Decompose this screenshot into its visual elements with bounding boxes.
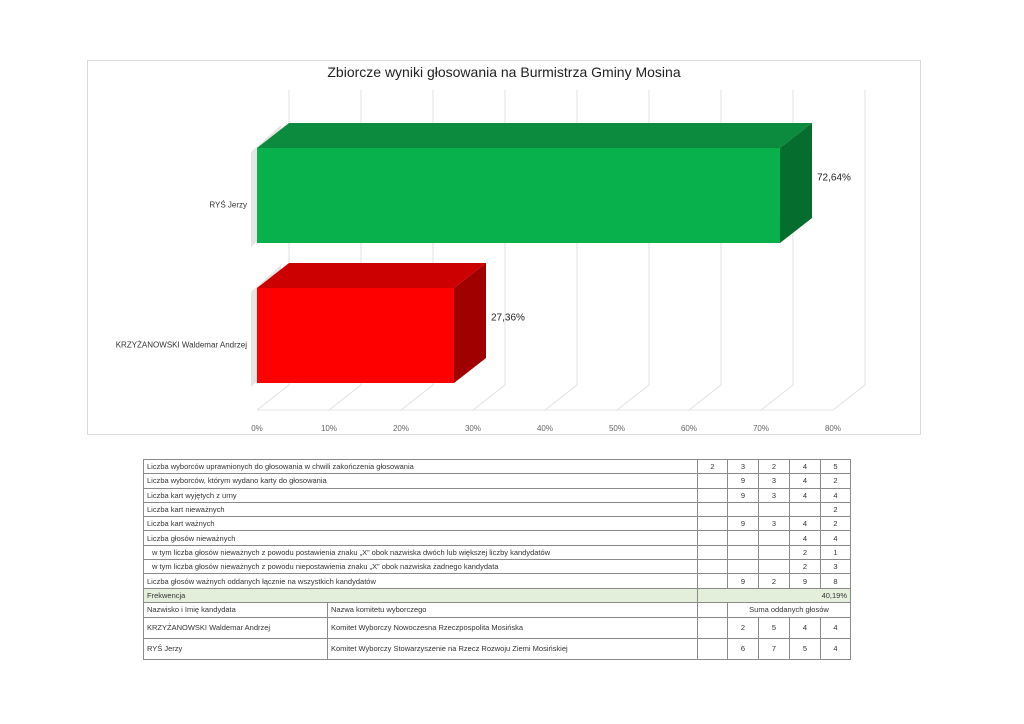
table-row — [144, 545, 851, 559]
stat-label: w tym liczba głosów nieważnych z powodu niepostawienia znaku „X” obok nazwiska żadnego kandydata — [144, 560, 698, 574]
floor-gridline — [401, 385, 433, 410]
table-row — [144, 502, 851, 516]
stat-value: 5 — [821, 460, 851, 474]
category-label: RYŚ Jerzy — [209, 200, 247, 210]
candidate-votes — [698, 638, 728, 659]
stat-value: 3 — [759, 517, 790, 531]
bar-top — [257, 263, 486, 288]
results-table — [143, 459, 851, 660]
x-tick-label: 40% — [536, 424, 554, 433]
stat-value: 4 — [790, 517, 821, 531]
stat-value — [728, 531, 759, 545]
stat-value — [698, 517, 728, 531]
stat-value — [759, 545, 790, 559]
candidate-votes: 4 — [790, 617, 821, 638]
table-row — [144, 460, 851, 474]
candidate-votes: 5 — [790, 638, 821, 659]
x-tick-label: 30% — [464, 424, 482, 433]
stat-value — [790, 502, 821, 516]
bar — [257, 148, 780, 243]
stat-value: 3 — [759, 488, 790, 502]
stat-value: 9 — [728, 517, 759, 531]
candidate-votes: 4 — [821, 617, 851, 638]
stat-value — [759, 560, 790, 574]
stat-value: 9 — [790, 574, 821, 588]
candidate-name: RYŚ Jerzy — [144, 638, 328, 659]
stat-label: Liczba kart ważnych — [144, 517, 698, 531]
stat-value: 4 — [821, 488, 851, 502]
header-candidate: Nazwisko i Imię kandydata — [144, 602, 328, 617]
x-tick-label: 50% — [608, 424, 626, 433]
candidate-row — [144, 638, 851, 659]
stat-value: 8 — [821, 574, 851, 588]
candidate-row — [144, 617, 851, 638]
stat-label: Liczba wyborców uprawnionych do głosowania w chwili zakończenia głosowania — [144, 460, 698, 474]
stat-label: Liczba głosów nieważnych — [144, 531, 698, 545]
stat-label: Liczba kart nieważnych — [144, 502, 698, 516]
table-row — [144, 560, 851, 574]
x-tick-label: 60% — [680, 424, 698, 433]
candidate-votes: 5 — [759, 617, 790, 638]
stat-value: 4 — [790, 531, 821, 545]
bar-top — [257, 123, 812, 148]
floor-gridline — [689, 385, 721, 410]
stat-value — [698, 474, 728, 488]
stat-value: 3 — [821, 560, 851, 574]
data-label: 27,36% — [490, 312, 525, 324]
stat-value: 2 — [790, 545, 821, 559]
table-row — [144, 517, 851, 531]
floor-gridline — [617, 385, 649, 410]
stat-value — [698, 574, 728, 588]
stat-value: 2 — [698, 460, 728, 474]
floor-gridline — [545, 385, 577, 410]
candidate-committee: Komitet Wyborczy Stowarzyszenie na Rzecz Rozwoju Ziemi Mosińskiej — [328, 638, 698, 659]
stat-value: 2 — [759, 574, 790, 588]
stat-value — [698, 545, 728, 559]
candidate-committee: Komitet Wyborczy Nowoczesna Rzeczpospolita Mosińska — [328, 617, 698, 638]
category-label: KRZYŻANOWSKI Waldemar Andrzej — [115, 340, 247, 350]
candidate-votes: 4 — [821, 638, 851, 659]
table-row — [144, 531, 851, 545]
stat-value — [728, 560, 759, 574]
frekwencja-row — [144, 588, 851, 602]
table-row — [144, 488, 851, 502]
stat-value — [698, 531, 728, 545]
stat-value — [698, 560, 728, 574]
floor-gridline — [257, 385, 289, 410]
stat-label: Liczba głosów ważnych oddanych łącznie na wszystkich kandydatów — [144, 574, 698, 588]
x-tick-label: 10% — [320, 424, 338, 433]
stat-value: 4 — [790, 474, 821, 488]
candidates-header-row — [144, 602, 851, 617]
stat-label: w tym liczba głosów nieważnych z powodu postawienia znaku „X” obok nazwiska dwóch lub większej liczby kandydatów — [144, 545, 698, 559]
stat-value: 3 — [728, 460, 759, 474]
table-row — [144, 474, 851, 488]
table-row — [144, 574, 851, 588]
stat-value: 9 — [728, 574, 759, 588]
frekwencja-value: 40,19% — [698, 588, 851, 602]
candidate-votes: 7 — [759, 638, 790, 659]
floor-gridline — [761, 385, 793, 410]
candidate-name: KRZYŻANOWSKI Waldemar Andrzej — [144, 617, 328, 638]
bar — [257, 288, 454, 383]
stat-label: Liczba wyborców, którym wydano karty do głosowania — [144, 474, 698, 488]
header-votes: Suma oddanych głosów — [728, 602, 851, 617]
stat-value — [728, 545, 759, 559]
x-tick-label: 0% — [251, 424, 263, 433]
candidate-votes: 6 — [728, 638, 759, 659]
stat-value: 4 — [790, 460, 821, 474]
stat-value: 1 — [821, 545, 851, 559]
candidate-votes: 2 — [728, 617, 759, 638]
stat-value: 2 — [821, 502, 851, 516]
stat-value: 2 — [821, 517, 851, 531]
data-label: 72,64% — [817, 172, 851, 184]
stat-label: Liczba kart wyjętych z urny — [144, 488, 698, 502]
floor-gridline — [833, 385, 865, 410]
stat-value: 2 — [821, 474, 851, 488]
stat-value — [759, 502, 790, 516]
stat-value — [698, 502, 728, 516]
stat-value — [728, 502, 759, 516]
stat-value: 3 — [759, 474, 790, 488]
header-spacer — [698, 602, 728, 617]
stat-value: 9 — [728, 474, 759, 488]
x-tick-label: 70% — [752, 424, 770, 433]
candidate-votes — [698, 617, 728, 638]
stat-value: 4 — [790, 488, 821, 502]
stat-value: 2 — [759, 460, 790, 474]
frekwencja-label: Frekwencja — [144, 588, 698, 602]
stat-value: 2 — [790, 560, 821, 574]
stat-value: 4 — [821, 531, 851, 545]
floor-gridline — [329, 385, 361, 410]
header-committee: Nazwa komitetu wyborczego — [328, 602, 698, 617]
floor-gridline — [473, 385, 505, 410]
chart-title: Zbiorcze wyniki głosowania na Burmistrza Gminy Mosina — [327, 64, 681, 80]
x-tick-label: 20% — [392, 424, 410, 433]
stat-value — [759, 531, 790, 545]
stat-value: 9 — [728, 488, 759, 502]
stat-value — [698, 488, 728, 502]
x-tick-label: 80% — [824, 424, 842, 433]
